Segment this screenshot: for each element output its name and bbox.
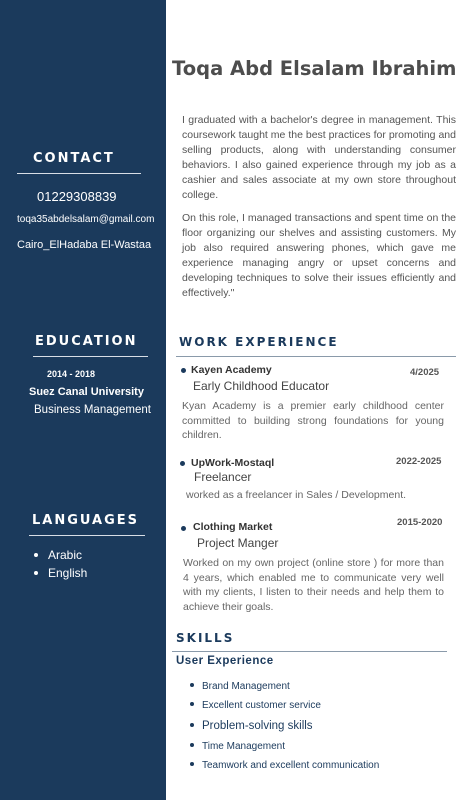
bullet-icon [190,723,194,727]
bullet-icon [34,553,38,557]
person-name: Toqa Abd Elsalam Ibrahim [172,57,457,80]
bullet-icon [180,461,185,466]
skills-heading: SKILLS [176,631,235,645]
skill-item: Time Management [190,741,285,752]
bullet-icon [190,762,194,766]
language-item: Arabic [34,548,82,562]
skills-subheading: User Experience [176,655,274,667]
sidebar [0,0,166,800]
bullet-icon [34,571,38,575]
work-experience-heading: WORK EXPERIENCE [179,335,339,349]
bullet-icon [190,683,194,687]
language-item: English [34,566,87,580]
job-role: Freelancer [194,470,252,484]
job-date: 2015-2020 [397,517,443,528]
bullet-icon [181,526,186,531]
job-company: Clothing Market [193,521,273,533]
languages-divider [29,535,145,536]
job-description: Kyan Academy is a premier early childhood center committed to building strong foundations for young children. [182,400,444,441]
job-description: Worked on my own project (online store ) for more than 4 years, which enabled me to communicate very well with my clients, I listen to their needs and help them to achieve their goals. [183,557,444,613]
bullet-icon [190,702,194,706]
contact-heading: CONTACT [33,151,115,166]
job-role: Early Childhood Educator [193,379,330,393]
contact-phone: 01229308839 [37,189,117,204]
education-degree: Business Management [34,404,151,416]
job-description: worked as a freelancer in Sales / Development. [186,489,407,501]
education-years: 2014 - 2018 [47,369,96,379]
bullet-icon [181,368,186,373]
skill-item: Excellent customer service [190,700,321,711]
work-divider [176,356,456,357]
education-school: Suez Canal University [29,386,144,398]
skill-item: Teamwork and excellent communication [190,760,379,771]
skill-item: Problem-solving skills [190,720,313,732]
job-company: UpWork-Mostaql [191,457,275,469]
summary-paragraph-2: On this role, I managed transactions and spent time on the floor organizing our shelves and assisting customers. My job also required answering phones, which gave me experience managing angry or upset concerns and developing techniques to solve their issues efficiently and effectively." [182,212,456,299]
job-date: 2022-2025 [396,456,442,467]
contact-address: Cairo_ElHadaba El-Wastaa [17,239,152,251]
skill-item: Brand Management [190,681,290,692]
bullet-icon [190,743,194,747]
languages-heading: LANGUAGES [32,513,140,528]
contact-email: toqa35abdelsalam@gmail.com [17,214,155,225]
job-date: 4/2025 [410,367,440,378]
summary-paragraph-1: I graduated with a bachelor's degree in management. This coursework taught me the best practices for promoting and selling products, along with understanding consumer behaviors. I also gained experience through my job as a cashier and sales associate at my own store throughout college. [182,114,456,201]
education-heading: EDUCATION [35,334,138,349]
job-company: Kayen Academy [191,364,272,376]
education-divider [33,356,148,357]
skills-divider [172,651,447,652]
job-role: Project Manger [197,536,279,550]
contact-divider [17,173,141,174]
